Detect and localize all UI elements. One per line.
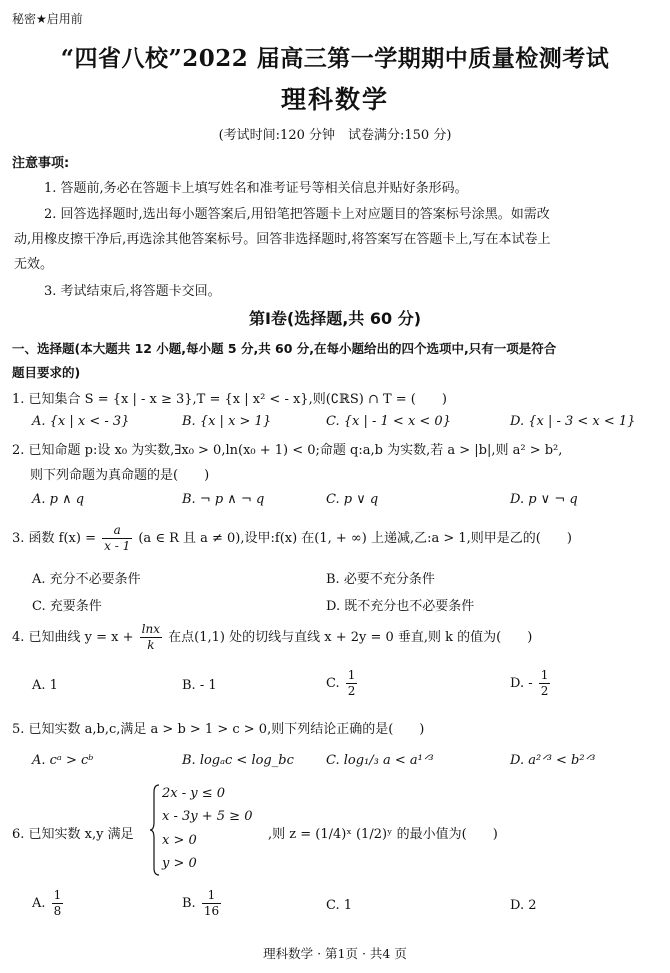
exam-title: “四省八校”2022 届高三第一学期期中质量检测考试 <box>60 45 610 72</box>
q1-stem: 1. 已知集合 S = {x | - x ≥ 3},T = {x | x² < - x},则(∁ℝS) ∩ T = ( ) <box>12 392 447 407</box>
q6-option-b-label: B. <box>182 896 196 911</box>
q1-option-b: B. {x | x > 1} <box>182 414 272 429</box>
q6-option-a-denominator: 8 <box>53 904 62 918</box>
q4-stem-pre: 4. 已知曲线 y = x + <box>12 630 134 645</box>
q6-option-a-fraction <box>52 888 64 919</box>
q3-stem-post: (a ∈ R 且 a ≠ 0),设甲:f(x) 在(1, + ∞) 上递减,乙:a > 1,则甲是乙的( ) <box>138 531 572 546</box>
q6-option-a-label: A. <box>32 896 46 911</box>
q4-option-d-label: D. - <box>510 676 533 691</box>
q4-option-d-denominator: 2 <box>540 684 549 698</box>
q6-stem-pre: 6. 已知实数 x,y 满足 <box>12 827 134 842</box>
section-intro-line-1: 一、选择题(本大题共 12 小题,每小题 5 分,共 60 分,在每小题给出的四个选项中,只有一项是符合 <box>12 341 557 356</box>
notice-item-2-line-2: 动,用橡皮擦干净后,再选涂其他答案标号。回答非选择题时,将答案写在答题卡上,写在本试卷上 <box>14 232 551 247</box>
q2-option-b: B. ¬ p ∧ ¬ q <box>182 492 265 507</box>
q6-constraint-3: x > 0 <box>162 833 197 848</box>
q5-option-d: D. a²ᐟ³ < b²ᐟ³ <box>510 753 596 768</box>
confidential-mark: 秘密★启用前 <box>12 12 83 26</box>
notice-item-2-line-1: 2. 回答选择题时,选出每小题答案后,用铅笔把答题卡上对应题目的答案标号涂黑。如需改 <box>44 207 550 222</box>
notice-item-1: 1. 答题前,务必在答题卡上填写姓名和准考证号等相关信息并贴好条形码。 <box>44 181 468 196</box>
q3-stem-pre: 3. 函数 f(x) = <box>12 531 96 546</box>
q2-stem: 2. 已知命题 p:设 x₀ 为实数,∃x₀ > 0,ln(x₀ + 1) < 0;命题 q:a,b 为实数,若 a > |b|,则 a² > b², <box>12 443 563 458</box>
section-title: 第Ⅰ卷(选择题,共 60 分) <box>248 309 422 328</box>
q6-option-b-numerator: 1 <box>202 888 221 904</box>
q6-option-d: D. 2 <box>510 898 537 913</box>
q3-fraction <box>102 523 132 554</box>
q6-option-b-denominator: 16 <box>203 904 220 918</box>
q4-fraction <box>140 622 162 653</box>
q6-option-b-fraction <box>202 888 221 919</box>
q6-constraint-system <box>150 784 265 879</box>
q3-option-b: B. 必要不充分条件 <box>326 572 435 587</box>
q4-option-c-denominator: 2 <box>347 684 356 698</box>
q4-fraction-numerator: lnx <box>141 622 161 636</box>
q2-option-c: C. p ∨ q <box>326 492 379 507</box>
q3-fraction-denominator: x - 1 <box>104 539 131 553</box>
q4-stem-post: 在点(1,1) 处的切线与直线 x + 2y = 0 垂直,则 k 的值为( ) <box>168 630 533 645</box>
q6-stem-post: ,则 z = (1/4)ˣ (1/2)ʸ 的最小值为( ) <box>268 827 498 842</box>
q4-option-b: B. - 1 <box>182 678 217 693</box>
q4-option-a: A. 1 <box>32 678 58 693</box>
section-intro-line-2: 题目要求的) <box>12 365 81 380</box>
q6-constraint-4: y > 0 <box>162 856 197 871</box>
q3-option-c: C. 充要条件 <box>32 599 102 614</box>
q5-option-b: B. logₐc < log_bc <box>182 753 294 768</box>
q6-constraint-2: x - 3y + 5 ≥ 0 <box>162 809 253 824</box>
notice-item-2-line-3: 无效。 <box>14 257 54 272</box>
q4-option-c-fraction <box>346 668 358 699</box>
q4-option-d <box>510 668 552 699</box>
q2-option-a: A. p ∧ q <box>32 492 85 507</box>
q4-fraction-denominator: k <box>147 638 155 652</box>
q4-option-c <box>326 668 359 699</box>
q6-option-b <box>182 888 223 919</box>
q5-stem: 5. 已知实数 a,b,c,满足 a > b > 1 > c > 0,则下列结论正确的是( ) <box>12 722 425 737</box>
q6-option-a <box>32 888 65 919</box>
notice-item-3: 3. 考试结束后,将答题卡交回。 <box>44 284 221 299</box>
page-footer: 理科数学 · 第1页 · 共4 页 <box>263 946 407 961</box>
q3-stem <box>12 523 572 554</box>
exam-info: (考试时间:120 分钟 试卷满分:150 分) <box>218 128 452 143</box>
q4-option-c-label: C. <box>326 676 340 691</box>
notice-heading: 注意事项: <box>12 156 70 171</box>
q2-stem-2: 则下列命题为真命题的是( ) <box>30 468 210 483</box>
q4-stem <box>12 622 532 653</box>
q6-option-a-numerator: 1 <box>53 888 62 902</box>
q3-fraction-numerator: a <box>102 523 132 539</box>
q5-option-a: A. cᵃ > cᵇ <box>32 753 94 768</box>
q1-option-a: A. {x | x < - 3} <box>32 414 130 429</box>
subject-title: 理科数学 <box>280 85 389 114</box>
q6-constraint-1: 2x - y ≤ 0 <box>162 786 226 801</box>
q4-option-d-fraction <box>539 668 551 699</box>
left-brace-icon <box>150 784 160 876</box>
q5-option-c: C. log₁/₃ a < a¹ᐟ³ <box>326 753 434 768</box>
q1-option-d: D. {x | - 3 < x < 1} <box>510 414 636 429</box>
q6-option-c: C. 1 <box>326 898 353 913</box>
q1-option-c: C. {x | - 1 < x < 0} <box>326 414 451 429</box>
q2-option-d: D. p ∨ ¬ q <box>510 492 578 507</box>
q4-option-c-numerator: 1 <box>347 668 356 682</box>
q3-option-d: D. 既不充分也不必要条件 <box>326 599 475 614</box>
q3-option-a: A. 充分不必要条件 <box>32 572 141 587</box>
q4-option-d-numerator: 1 <box>540 668 549 682</box>
